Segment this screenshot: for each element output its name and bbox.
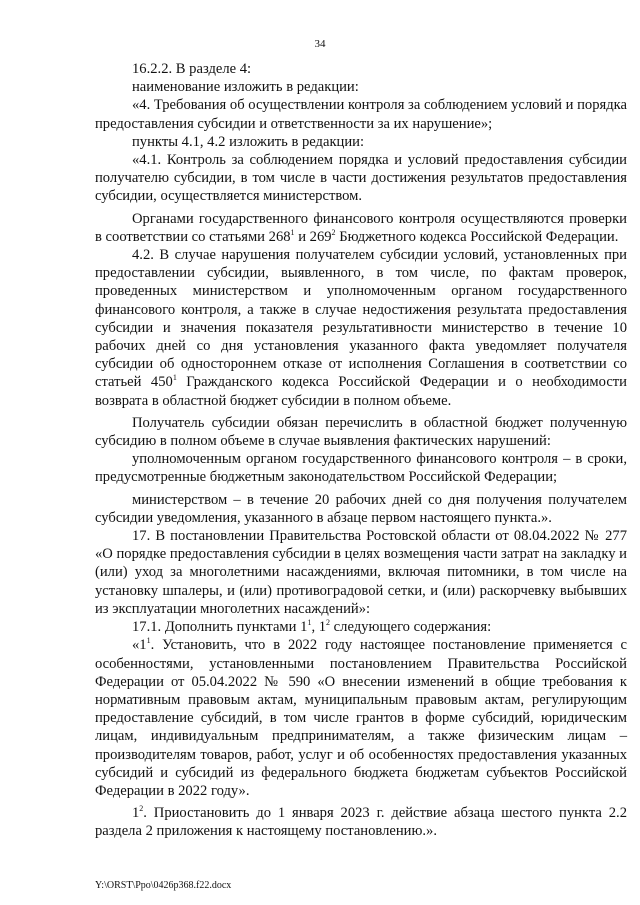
paragraph	[95, 246, 627, 410]
paragraph	[95, 804, 627, 840]
paragraph	[95, 618, 627, 636]
document-body	[95, 60, 627, 841]
paragraph: наименование изложить в редакции:	[132, 79, 359, 96]
paragraph-text: следующего содержания:	[330, 619, 492, 636]
paragraph: Получатель субсидии обязан перечислить в областной бюджет полученную субсидию в полном объеме в случае выявления фактических нарушений:	[95, 414, 627, 450]
paragraph-text: и 269	[294, 228, 332, 245]
file-path-footer: Y:\ORST\Ppo\0426p368.f22.docx	[95, 880, 232, 891]
paragraph-text: 1	[132, 805, 140, 822]
paragraph: пункты 4.1, 4.2 изложить в редакции:	[132, 133, 365, 150]
paragraph-text: Бюджетного кодекса Российской Федерации.	[335, 228, 619, 245]
superscript: 2	[326, 618, 331, 628]
paragraph-text: 4.2. В случае нарушения получателем субсидии условий, установленных при предоставлении субсидии, выявленного, в том числе, по фактам проверок, проведенных министерством и уполномоченным органом государственного финансового контроля, а также в случае недостижения результата предоставления субсидии и значения показателя результативности министерство в течение 10 рабочих дней со дня установления указанного факта уведомляет получателя субсидии об одностороннем отказе от исполнения Соглашения в соответствии со статьей 450	[95, 247, 627, 391]
paragraph	[95, 210, 627, 246]
superscript: 2	[139, 804, 144, 814]
paragraph: «4. Требования об осуществлении контроля за соблюдением условий и порядка предоставления субсидии и ответственности за их нарушение»;	[95, 97, 627, 132]
paragraph-text: 17.1. Дополнить пунктами 1	[132, 619, 308, 636]
paragraph-text: , 1	[311, 619, 327, 636]
paragraph-text: . Приостановить до 1 января 2023 г. действие абзаца шестого пункта 2.2 раздела 2 приложения к настоящему постановлению.».	[95, 805, 627, 840]
paragraph: уполномоченным органом государственного финансового контроля – в сроки, предусмотренные бюджетным законодательством Российской Федерации;	[95, 451, 627, 486]
paragraph: 16.2.2. В разделе 4:	[132, 61, 252, 77]
superscript: 1	[307, 618, 312, 628]
paragraph: «4.1. Контроль за соблюдением порядка и условий предоставления субсидии получателю субсидии, в том числе в части достижения результатов предоставления субсидии, осуществляется министерством.	[95, 152, 627, 205]
paragraph-text: Органами государственного финансового контроля осуществляются проверки в соответствии со статьями 268	[95, 210, 627, 245]
paragraph: 17. В постановлении Правительства Ростовской области от 08.04.2022 № 277 «О порядке предоставления субсидии в целях возмещения части затрат на закладку и (или) уход за многолетними насаждениями, включая питомники, в том числе на установку шпалеры, и (или) противоградовой сетки, и (или) раскорчевку выбывших из эксплуатации многолетних насаждений»:	[95, 528, 627, 617]
superscript: 1	[290, 227, 295, 237]
superscript: 1	[172, 373, 177, 383]
superscript: 2	[331, 227, 336, 237]
paragraph: министерством – в течение 20 рабочих дней со дня получения получателем субсидии уведомления, указанного в абзаце первом настоящего пункта.».	[95, 491, 627, 526]
superscript: 1	[146, 636, 151, 646]
paragraph	[95, 636, 627, 800]
paragraph-text: Гражданского кодекса Российской Федерации и о необходимости возврата в областной бюджет субсидии в полном объеме.	[95, 374, 627, 409]
paragraph-text: . Установить, что в 2022 году настоящее постановление применяется с особенностями, установленными постановлением Правительства Российской Федерации от 05.04.2022 № 590 «О внесении изменений в общие требования к нормативным правовым актам, муниципальным правовым актам, регулирующим предоставление субсидий, в том числе грантов в форме субсидий, юридическим лицам, индивидуальным предпринимателям, а также физическим лицам – производителям товаров, работ, услуг и об особенностях предоставления указанных субсидий и субсидий из федерального бюджета бюджетам субъектов Российской Федерации в 2022 году».	[95, 637, 627, 799]
page-number: 34	[314, 38, 326, 50]
paragraph-text: «1	[132, 637, 147, 654]
